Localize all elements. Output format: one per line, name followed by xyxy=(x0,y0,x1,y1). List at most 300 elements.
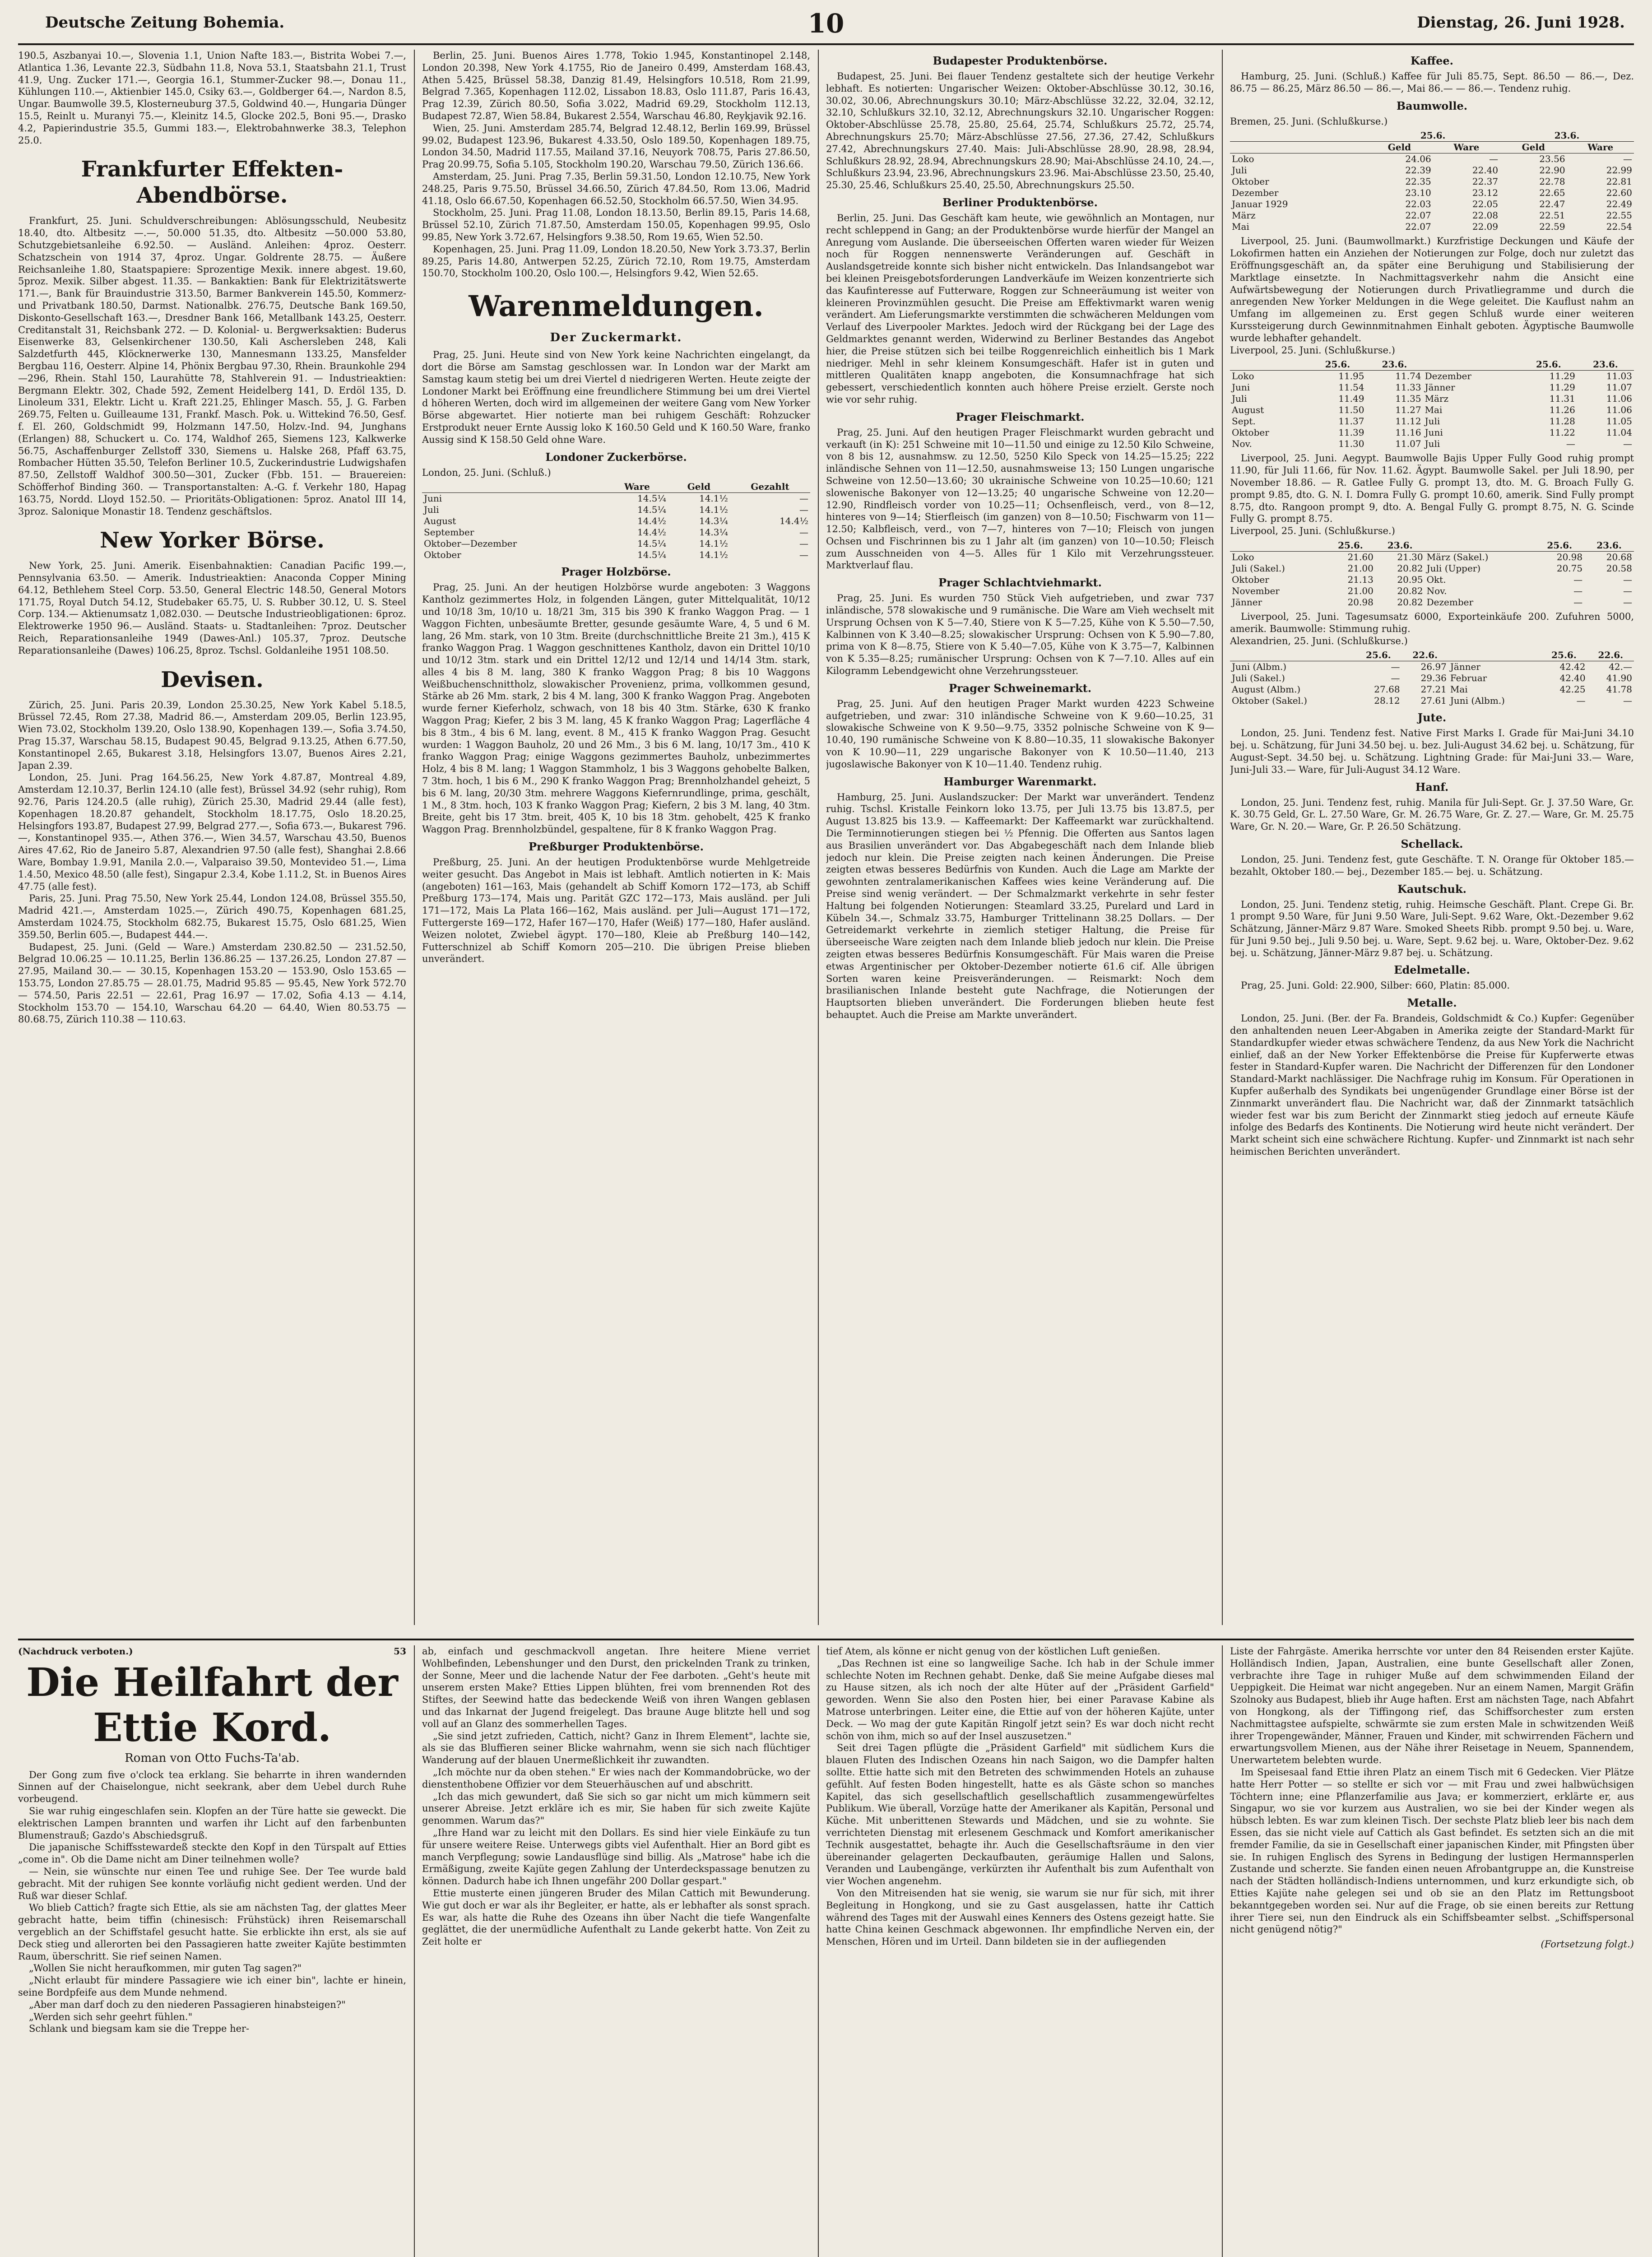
table-cell: 41.78 xyxy=(1606,684,1632,695)
table-cell: 14.4½ xyxy=(637,515,666,527)
edelmetalle-heading: Edelmetalle. xyxy=(1394,963,1470,977)
table-cell: Mai xyxy=(1450,684,1468,695)
table-header-cell: Geld xyxy=(1500,142,1567,153)
table-cell: 11.49 xyxy=(1338,393,1364,404)
berlin-devisen: Berlin, 25. Juni. Buenos Aires 1.778, Tokio 1.945, Konstantinopel 2.148, London 20.398, New York 4.1755, Rio de Janeiro 0.499, Amsterdam 168.43, Athen 5.425, Brüssel 58.38, Danzig 81.49, Helsingfors 10.518, Rom 21.99, Belgrad 7.365, Kopenhagen 112.02, Lissabon 18.83, Oslo 111.87, Paris 16.43, Prag 12.39, Zürich 80.50, Sofia 3.022, Madrid 69.29, Stockholm 112.13, Budapest 72.87, Wien 58.84, Bukarest 2.554, Warschau 46.80, Reykjavik 92.16. xyxy=(422,50,810,121)
table-cell: 20.68 xyxy=(1606,551,1632,562)
table-cell: März (Sakel.) xyxy=(1426,551,1489,562)
table-header-cell xyxy=(1423,359,1520,371)
serial-paragraph: „Ihre Hand war zu leicht mit den Dollars. Es sind hier viele Einkäufe zu tun für unsere weitere Reise. Unterwegs gibts viel Aufenthalt. Hier an Bord gibt es manch Verpflegung; sowie Landausflüge sind billig. Als „Matrose" habe ich die Ermäßigung, zweite Kajüte gegen Zahlung der Unterdeckspassage benutzen zu können. Dadurch habe ich Ihnen ungefähr 200 Dollar gespart." xyxy=(422,1827,810,1887)
zurich-devisen: Zürich, 25. Juni. Paris 20.39, London 25.30.25, New York Kabel 5.18.5, Brüssel 72.45, Rom 27.38, Madrid 86.—, Amsterdam 209.05, Berlin 123.95, Wien 73.02, Stockholm 139.20, Oslo 138.90, Kopenhagen 139.—, Sofia 3.74.50, Prag 15.37, Warschau 58.15, Budapest 90.45, Belgrad 9.13.25, Athen 6.77.50, Konstantinopel 2.65, Bukarest 3.18, Helsingfors 13.07, Buenos Aires 2.21, Japan 2.39. xyxy=(18,699,406,771)
table-cell: Sept. xyxy=(1232,416,1256,427)
market-column-4 xyxy=(1230,50,1634,1634)
table-cell: 20.98 xyxy=(1347,596,1374,608)
table-header-cell: 23.6. xyxy=(1375,540,1425,552)
table-cell: 42.25 xyxy=(1559,684,1586,695)
table-cell: 14.3¼ xyxy=(699,515,728,527)
berlin-produkten-text: Berlin, 25. Juni. Das Geschäft kam heute, wie gewöhnlich an Montagen, nur recht schleppend in Gang; an der Produktenbörse wurde hierfür der Mangel an Anregung vom Auslande. Die überseeischen Offerten waren wieder für Weizen noch für Roggen nennenswerte Veränderungen auf. Geschäft in Auslandsgetreide konnte sich bisher nicht entwickeln. Das Inlandsangebot war bei kleinen Preisgebotsforderungen Landverkäufe im Weizen konzentrierte sich das Kaufinteresse auf Futterware, Roggen zur Schneeräumung ist weiter von kleineren Provinzmühlen gesucht. Die Preise am Effektivmarkt waren wenig verändert. Am Lieferungsmarkte verstimmten die schwächeren Meldungen vom Verlauf des Liverpooler Marktes. Jedoch wird der Rückgang bei der Lage des Geldmarktes genannt werden, Widerwind zu Berliner Bestandes das Angebot hier, die Preise stützen sich bei teilbe Roggenreichlich einheitlich bis 1 Mark niedriger. Mehl in sehr kleinem Konsumgeschäft. Hafer ist in guten und mittleren Qualitäten knapp angeboten, die Konsumnachfrage hat sich gebessert, verschiedentlich konnten auch höhere Preise erzielt. Gerste noch wie vor sehr ruhig. xyxy=(826,212,1214,405)
table-cell: 24.06 xyxy=(1405,153,1431,165)
table-cell: 23.56 xyxy=(1539,153,1565,165)
table-cell: August (Albm.) xyxy=(1232,684,1301,695)
table-row xyxy=(422,538,810,549)
table-cell: September xyxy=(424,527,474,538)
table-header-row xyxy=(1230,359,1634,371)
table-cell: — xyxy=(1623,596,1632,608)
frankfurt-heading: Frankfurter Effekten-Abendbörse. xyxy=(81,157,343,209)
table-header-cell xyxy=(1230,359,1309,371)
table-header-cell: 25.6. xyxy=(1366,130,1500,142)
table-cell: 21.00 xyxy=(1347,585,1374,596)
newyork-text: New York, 25. Juni. Amerik. Eisenbahnaktien: Canadian Pacific 199.—, Pennsylvania 63.50. — Amerik. Industrieaktien: Anaconda Copper Mining 64.12, Bethlehem Steel Corp. 53.50, General Electric 148.50, General Motors 171.75, Royal Dutch 54.12, Studebaker 65.75, U. S. Rubber 30.12, U. S. Steel Corp. 134.— Aktienumsatz 1,082.030. — Deutsche Industrieobligationen: 6proz. Elektrowerke 1950 96.— Ausländ. Staats- u. Stadtanleihen: 7proz. Deutscher Reich, Reparationsanleihe 1949 (Dawes-Anl.) 105.37, 7proz. Deutsche Reparationsanleihe (Dawes) 106.25, 8proz. Tschsl. Goldanleihe 1951 108.50. xyxy=(18,560,406,656)
table-cell: 11.29 xyxy=(1549,382,1575,393)
table-row xyxy=(1230,210,1634,221)
table-header-cell: 25.6. xyxy=(1541,650,1587,661)
installment-number: 53 xyxy=(394,1646,406,1657)
market-column-1 xyxy=(18,50,406,1634)
table-cell: 21.13 xyxy=(1347,574,1374,585)
table-cell: 11.54 xyxy=(1338,382,1364,393)
london-devisen: London, 25. Juni. Prag 164.56.25, New York 4.87.87, Montreal 4.89, Amsterdam 12.10.37, Berlin 124.10 (alle fest), Brüssel 34.92 (sehr ruhig), Rom 92.76, Paris 124.20.5 (alle ruhig), Zürich 25.30, Madrid 29.44 (alle fest), Kopenhagen 18.20.87 gehandelt, Stockholm 18.17.75, Oslo 18.20.25, Helsingfors 193.87, Budapest 27.99, Belgrad 277.—, Sofia 673.—, Bukarest 796.—, Konstantinopel 935.—, Athen 376.—, Wien 34.57, Warschau 43.50, Buenos Aires 47.62, Rio de Janeiro 5.87, Alexandrien 97.50 (alle fest), Shanghai 2.8.66 Ware, Bombay 1.9.91, Manila 2.0.—, Valparaiso 39.50, Montevideo 51.—, Lima 1.4.50, Mexico 48.50 (alle fest), Singapur 2.3.4, Kobe 1.11.2, St. in Buenos Aires 47.75 (alle fest). xyxy=(18,772,406,892)
table-header-cell: Ware xyxy=(606,481,668,493)
issue-date: Dienstag, 26. Juni 1928. xyxy=(1417,14,1625,32)
bremen-title: Bremen, 25. Juni. (Schlußkurse.) xyxy=(1230,116,1388,127)
table-cell: Oktober (Sakel.) xyxy=(1232,695,1308,706)
reprint-notice: (Nachdruck verboten.) xyxy=(18,1646,133,1657)
hamburg-waren-text: Hamburg, 25. Juni. Auslandszucker: Der Markt war unverändert. Tendenz ruhig. Tschsl. Kristalle Feinkorn loko 13.75, per Juli 13.75 bis 13.87.5, per August 13.825 bis 13.9. — Kaffeemarkt: Der Kaffeemarkt war zurückhaltend. Die Terminnotierungen stiegen bei ½ Pfennig. Die Offerten aus Santos lagen aus Brasilien unverändert vor. Das Abgabegeschäft nach dem Inlande blieb jedoch nur klein. Die Preise zeigten nach keinen Änderungen. Die Preise zeigten etwas besseres Bedürfnis von Kunden. Auch die Lage am Markte der gewohnten zentralamerikanischen Kaffees wies keine Veränderung auf. Die Preise sind wenig verändert. — Der Schmalzmarkt verkehrte in sehr fester Haltung bei folgenden Notierungen: Steamlard 33.25, Purelard und Lard in Kübeln 34.—, Schmalz 33.75, Hamburger Trittelinann 38.25 Dollars. — Der Getreidemarkt verkehrte in ziemlich stetiger Haltung, die Preise für überseeische Ware zeigten nach dem Inlande blieb jedoch nur klein. Die Preise zeigten etwas besseres Bedürfnis Konsumgeschäft. Für Mais waren die Preise etwas Argentinischer per Oktober-Dezember notierte 61.6 cif. Alle übrigen Sorten waren keine Preisveränderungen. — Reismarkt: Noch dem brasilianischen Inlande besteht gute Nachfrage, die Notierungen der Hauptsorten blieben unverändert. Die Forderungen blieben heute fest behauptet. Auch die Preise am Markte unverändert. xyxy=(826,791,1214,1020)
zucker-table xyxy=(422,481,810,561)
liverpool2-table xyxy=(1230,540,1634,608)
table-cell: — xyxy=(1623,153,1632,165)
schellack-heading: Schellack. xyxy=(1401,837,1463,850)
table-cell: Jänner xyxy=(1232,596,1262,608)
serial-header xyxy=(18,1645,406,1658)
table-cell: — xyxy=(799,538,808,549)
baumwolle-heading: Baumwolle. xyxy=(1396,99,1468,112)
table-cell: 11.07 xyxy=(1606,382,1632,393)
table-cell: 11.16 xyxy=(1395,427,1421,438)
table-header-cell xyxy=(1425,540,1535,552)
bremen-table xyxy=(1230,130,1634,232)
table-cell: 22.09 xyxy=(1472,221,1499,232)
table-cell: 21.00 xyxy=(1347,562,1374,574)
table-cell: 28.12 xyxy=(1374,695,1400,706)
table-row xyxy=(1230,684,1634,695)
holzboerse-text: Prag, 25. Juni. An der heutigen Holzbörse wurde angeboten: 3 Waggons Kantholz gezimmertes Holz, in folgenden Längen, guter Mittelqualität, 10/12 und 10/18 3m, 10/10 u. 18/21 3m, 315 bis 390 K franko Waggon Prag. — 1 Waggon Fichten, unbesäumte Bretter, gesunde gesäumte Ware, 4, 5 und 6 M. lang, 26 Mm. stark, von 10 3tm. Breite (durchschnittliche Breite 21 3m.), 415 K franko Waggon Prag. 1 Waggon geschnittenes Kantholz, davon ein Drittel 10/10 und 10/12 3tm. stark und ein Drittel 12/12 und 12/14 und 14/14 3tm. stark, alles 4 bis 8 M. lang, 380 K franko Waggon Prag; 8 bis 10 Waggons Weißbuchenschnittholz, slowakischer Provenienz, prima, vollkommen gesund, Stärke ab 26 Mm. stark, 2 bis 4 M. lang, 300 K franko Waggon Prag. Angeboten wurde ferner Kieferholz, schwach, von 18 bis 40 3tm. Stärke, 630 K franko Waggon Prag; Kiefer, 2 bis 3 M. lang, 45 K franko Waggon Prag; Lagerfläche 4 bis 8 3tm., 4 bis 6 M. lang, event. 8 M., 415 K franko Waggon Prag. Gesucht wurden: 1 Waggon Bauholz, 20 und 26 Mm., 3 bis 6 M. lang, 10/17 3m., 410 K franko Waggon Prag; einige Waggons gezimmertes Bauholz, unbezimmertes Holz, 4 bis 8 M. lang; 1 Waggon Stammholz, 1 bis 3 Waggons gehobelte Balken, 7 3tm. hoch, 1 bis 6 M., 290 K franko Waggon Prag; Brennholzhandel geheizt, 5 bis 6 M. lang, 20/30 3tm. mehrere Waggons Kiefernrundlinge, prima, geschält, 1 M., 8 3tm. hoch, 103 K franko Waggon Prag; Kiefern, 2 bis 3 M. lang, 40 3tm. Breite, geht bis 17 3tm. breit, 405 K, 10 bis 18 3tm. gehobelt, 425 K franko Waggon Prag. Brennholzbündel, gespaltene, für 8 K franko Waggon Prag. xyxy=(422,582,810,835)
table-cell: Juli xyxy=(1232,393,1247,404)
pressburg-heading: Preßburger Produktenbörse. xyxy=(528,840,704,854)
hanf-heading: Hanf. xyxy=(1415,780,1449,794)
table-header-cell: Gezahlt xyxy=(730,481,810,493)
serial-paragraph: Liste der Fahrgäste. Amerika herrschte vor unter den 84 Reisenden erster Kajüte. Holländisch Indien, Japan, Australien, eine bunte Gesellschaft aller Zonen, verbrachte ihre Tage in ruhiger Muße auf dem schwimmenden Eiland der Ueppigkeit. Die Heimat war nicht angegeben. Nur an einem Namen, Margit Gräfin Szolnoky aus Budapest, blieb ihr Auge haften. Erst am nächsten Tage, nach Abfahrt von Hongkong, als der Tiffingong rief, das Schiffsorchester zum ersten Nachmittagstee aufspielte, schwärmte sie zum ersten Male in schwitzenden Weiß ihrer Tropengewänder, Männer, Frauen und Kinder, mit schwirrenden Fächern und erwartungsvollem Mienen, aus der Nähe ihrer Reisetage in Neuem, Spannendem, Unerwartetem belebten wurde. xyxy=(1230,1646,1634,1766)
serial-paragraph: Seit drei Tagen pflügte die „Präsident Garfield" mit südlichem Kurs die blauen Fluten des Indischen Ozeans hin nach Saigon, wo die Dampfer halten sollte. Ettie hatte sich mit den Betreten des schwimmenden Hotels an zuhause gefühlt. Auf festen Boden hingestellt, hatte es als Gäste schon so manches Kapitel, das sich gesellschaftlich gesellschaftlich zusammengewürfeltes Publikum. Wie überall, Vorzüge hatte der Amerikaner als Kapitän, Personal und Küche. Mit unberittenen Stewards und Mädchen, und sie zu wohnte. Sie verrichteten Dienstag mit erlesenem Geschmack und Komfort amerikanischer Technik ausgestattet, behagte ihr. Auch die Gesellschaftsräume in den vier übereinander gelagerten Deckaufbauten, geräumige Hallen und Salons, Veranden und Laubengänge, verkürzten ihr Aufenthalt bis zum Aufenthalt von vier Wochen angenehm. xyxy=(826,1742,1214,1887)
table-cell: Nov. xyxy=(1426,585,1447,596)
table-row xyxy=(1230,382,1634,393)
table-cell: — xyxy=(1623,585,1632,596)
table-header-cell: Ware xyxy=(1567,142,1634,153)
table-header-cell: 22.6. xyxy=(1587,650,1634,661)
table-cell: 11.50 xyxy=(1338,404,1364,416)
table-cell: 42.40 xyxy=(1559,673,1586,684)
table-cell: Oktober xyxy=(1232,176,1269,187)
table-header-cell xyxy=(1230,130,1366,142)
table-cell: — xyxy=(1623,438,1632,450)
table-row xyxy=(1230,438,1634,450)
table-header-row xyxy=(1230,540,1634,552)
table-cell: 22.78 xyxy=(1539,176,1565,187)
table-header-row xyxy=(1230,142,1634,153)
table-cell: 42.42 xyxy=(1559,661,1586,673)
table-cell: — xyxy=(1573,585,1583,596)
table-cell: 20.58 xyxy=(1606,562,1632,574)
table-cell: Januar 1929 xyxy=(1232,199,1288,210)
table-cell: — xyxy=(799,504,808,515)
table-cell: 14.5¼ xyxy=(637,493,666,504)
kautschuk-text: London, 25. Juni. Tendenz stetig, ruhig. Heimsche Geschäft. Plant. Crepe Gi. Br. 1 prompt 9.50 Ware, für Juni 9.50 Ware, Juli-Sept. 9.62 Ware, Okt.-Dezember 9.62 Schätzung, Jänner-März 9.87 Ware. Smoked Sheets Ribb. prompt 9.50 bej. u. Ware, für Juni 9.50 bej., Juli 9.50 bej. u. Ware, Sept. 9.62 bej. u. Ware, Oktober-Dez. 9.62 bej. u. Schätzung, Jänner-März 9.87 bej. u. Schätzung. xyxy=(1230,899,1634,958)
table-cell: — xyxy=(1576,695,1586,706)
table-cell: Jänner xyxy=(1425,382,1455,393)
kaffee-heading: Kaffee. xyxy=(1410,54,1453,67)
table-cell: Februar xyxy=(1450,673,1487,684)
london-zucker-title: London, 25. Juni. (Schluß.) xyxy=(422,467,551,478)
liverpool2-title: Liverpool, 25. Juni. (Schlußkurse.) xyxy=(1230,525,1395,537)
table-cell: Loko xyxy=(1232,371,1254,382)
table-cell: Juli xyxy=(424,504,439,515)
table-row xyxy=(1230,176,1634,187)
table-cell: — xyxy=(799,527,808,538)
table-cell: 11.12 xyxy=(1395,416,1421,427)
table-date-row xyxy=(1230,130,1634,142)
column-divider xyxy=(414,1645,415,2257)
page-header xyxy=(18,10,1634,42)
table-cell: Jänner xyxy=(1450,661,1480,673)
table-row xyxy=(1230,221,1634,232)
table-cell: — xyxy=(1391,661,1400,673)
table-header-cell xyxy=(1448,650,1541,661)
london-zucker-heading: Londoner Zuckerbörse. xyxy=(545,450,687,464)
warenmeldungen-heading: Warenmeldungen. xyxy=(469,289,764,324)
table-row xyxy=(1230,574,1634,585)
paris-devisen: Paris, 25. Juni. Prag 75.50, New York 25.44, London 124.08, Brüssel 355.50, Madrid 421.—, Amsterdam 1025.—, Zürich 490.75, Kopenhagen 681.25, Amsterdam 1024.75, Stockholm 682.75, Bukarest 15.75, Oslo 681.25, Wien 359.50, Berlin 605.—, Budapest 444.—. xyxy=(18,893,406,940)
serial-paragraph: „Sie sind jetzt zufrieden, Cattich, nicht? Ganz in Ihrem Element", lachte sie, als sie das Bluffieren seiner Blicke wahrnahm, wenn sie sich nach flüchtiger Wanderung auf der blauen Unermeßlichkeit ihr zuwandten. xyxy=(422,1730,810,1766)
table-cell: 22.47 xyxy=(1539,199,1565,210)
table-cell: 20.98 xyxy=(1556,551,1583,562)
table-row xyxy=(1230,563,1634,574)
table-cell: 14.5¼ xyxy=(637,549,666,561)
table-cell: 22.05 xyxy=(1472,199,1499,210)
table-cell: 11.35 xyxy=(1395,393,1421,404)
table-cell: 21.60 xyxy=(1347,551,1374,562)
alexandrien-table xyxy=(1230,650,1634,706)
serial-paragraph: — Nein, sie wünschte nur einen Tee und ruhige See. Der Tee wurde bald gebracht. Mit der ruhigen See konnte vorläufig nicht gedient werden. Und der Ruß war dieser Schlaf. xyxy=(18,1866,406,1901)
table-cell: 22.81 xyxy=(1606,176,1632,187)
table-row xyxy=(1230,199,1634,210)
table-header-cell: 23.6. xyxy=(1500,130,1634,142)
table-header-cell: 25.6. xyxy=(1326,540,1375,552)
table-cell: November xyxy=(1232,585,1280,596)
table-row xyxy=(1230,427,1634,438)
table-header-cell: 23.6. xyxy=(1584,540,1634,552)
newyork-heading: New Yorker Börse. xyxy=(100,528,325,553)
table-cell: 22.37 xyxy=(1472,176,1499,187)
table-cell: Oktober—Dezember xyxy=(424,538,517,549)
metalle-text: London, 25. Juni. (Ber. der Fa. Brandeis, Goldschmidt & Co.) Kupfer: Gegenüber den anhaltenden neuen Leer-Abgaben in Amerika zeigte der Standard-Markt für Standardkupfer wieder etwas schwächere Tendenz, da aus New York die Nachricht einlief, daß an der New Yorker Effektenbörse die Preise für Kupferwerte etwas fester in Standard-Kupfer waren. Die Nachricht der Differenzen für den Londoner Standard-Markt nachlässiger. Die Nachfrage ruhig im Konsum. Für Operationen in Kupfer außerhalb des Syndikats bei ungenügender Grundlage einer Börse ist der Zinnmarkt unverändert flau. Die Nachricht war, daß der Zinnmarkt tatsächlich wieder fest war bis zum Bericht der Zinnmarkt stieg jedoch auf erneute Käufe infolge des Bedarfs des Kontinents. Die Notierung wird heute nicht verändert. Der Markt scheint sich eine schwächere Richtung. Kupfer- und Zinnmarkt ist nach sehr heimischen Berichten unverändert. xyxy=(1230,1013,1634,1157)
serial-paragraph: ab, einfach und geschmackvoll angetan. Ihre heitere Miene verriet Wohlbefinden, Lebenshunger und den Durst, den prickelnden Trank zu trinken, der Sonne, Meer und die lachende Natur der Fee darboten. „Geht's heute mit unserem ersten Make? Etties Lippen blühten, frei vom brennenden Rot des Stiftes, der Seewind hatte das bedeckende Weiß von ihren Wangen geblasen und das Inkarnat der Jugend freigelegt. Das braune Auge blitzte hell und sog voll auf an Glanz des sommerhellen Tages. xyxy=(422,1646,810,1729)
table-cell: — xyxy=(799,493,808,504)
table-cell: 27.68 xyxy=(1374,684,1400,695)
table-cell: 11.74 xyxy=(1395,371,1421,382)
budapest-devisen: Budapest, 25. Juni. (Geld — Ware.) Amsterdam 230.82.50 — 231.52.50, Belgrad 10.06.25 — 10.11.25, Berlin 136.86.25 — 137.26.25, London 27.87 — 27.95, Mailand 30.— — 30.15, Kopenhagen 153.20 — 153.90, Oslo 153.65 — 153.75, London 27.85.75 — 28.01.75, Madrid 95.85 — 95.45, New York 572.70 — 574.50, Paris 22.51 — 22.61, Prag 16.97 — 17.02, Sofia 4.13 — 4.14, Stockholm 153.70 — 154.10, Warschau 64.20 — 64.40, Wien 80.53.75 — 80.68.75, Zürich 110.38 — 110.63. xyxy=(18,941,406,1025)
table-cell: 11.28 xyxy=(1549,416,1575,427)
table-cell: Juni (Albm.) xyxy=(1232,661,1287,673)
budapest-produkten-heading: Budapester Produktenbörse. xyxy=(933,54,1108,67)
table-cell: Loko xyxy=(1232,153,1254,165)
table-cell: 22.51 xyxy=(1539,210,1565,221)
wien-devisen: Wien, 25. Juni. Amsterdam 285.74, Belgrad 12.48.12, Berlin 169.99, Brüssel 99.02, Budapest 123.96, Bukarest 4.33.50, Oslo 189.50, Kopenhagen 189.75, London 34.50, Madrid 117.55, Mailand 37.16, Neuyork 708.75, Paris 27.86.50, Prag 20.99.75, Sofia 5.105, Stockholm 190.20, Warschau 79.50, Zürich 136.66. xyxy=(422,122,810,170)
market-column-3 xyxy=(826,50,1214,1634)
table-header-row xyxy=(1230,650,1634,661)
table-row xyxy=(1230,695,1634,706)
table-cell: 14.5¼ xyxy=(637,538,666,549)
table-cell: 20.82 xyxy=(1397,585,1423,596)
table-cell: 22.40 xyxy=(1472,165,1499,176)
table-cell: 22.59 xyxy=(1539,221,1565,232)
frankfurt-text: Frankfurt, 25. Juni. Schuldverschreibungen: Ablösungsschuld, Neubesitz 18.40, dto. Altbesitz —.—, 50.000 51.35, dto. Altbesitz —50.000 53.80, Schutzgebietsanleihe 6.92.50. — Ausländ. Anleihen: 4proz. Oesterr. Schatzschein von 1914 37, 4proz. Ungar. Goldrente 28.75. — Äußere Reichsanleihe 1.80, Staatspapiere: Sprozentige Mexik. innere abgest. 19.60, 5proz. Mexik. Silber abgest. 11.35. — Bankaktien: Bank für Elektrizitätswerte 171.—, Bank für Brauindustrie 313.50, Barmer Bankverein 145.50, Kommerz- und Privatbank 180.50, Darmst. Nationalbk. 276.75, Deutsche Bank 169.50, Diskonto-Gesellschaft 163.—, Dresdner Bank 166, Metallbank 143.25, Oesterr. Creditanstalt 31, Reichsbank 272. — D. Kolonial- u. Bergwerksaktien: Buderus Eisenwerke 83, Gelsenkirchener 130.50, Kali Aschersleben 248, Kali Salzdetfurth 445, Klöcknerwerke 130, Mannesmann 133.25, Mansfelder Bergbau 116, Oesterr. Alpine 14, Phönix Bergbau 97.30, Rhein. Braunkohle 294—296, Rhein. Stahl 150, Laurahütte 78, Stahlverein 91. — Industrieaktien: Bergmann Elektr. 302, Chade 592, Zement Heidelberg 141, D. Erdöl 135, D. Linoleum 331, Elektr. Licht u. Kraft 221.25, Ehlinger Masch. 55, J. G. Farben 269.75, Felten u. Guilleaume 131, Frankf. Masch. Pok. u. Wittekind 76.50, Gesf. f. El. 260, Goldschmidt 99, Holzmann 147.50, Holzv.-Ind. 94, Junghans (Erlangen) 88, Schuckert u. Co. 174, Waldhof 265, Siemens 123, Kalkwerke 56.75, Aschaffenburger Zellstoff 330, Siemens u. Halske 268, Pfaff 63.75, Rombacher Hütten 35.50, Telefon Berliner 10.5, Zuckerindustrie Ludwigshafen 87.50, Zellstoff Waldhof 300.50—301, Zucker (Fbb. 151. — Brauereien: Schöfferhof Binding 360. — Transportanstalten: A.-G. f. Verkehr 180, Hapag 163.75, Nordd. Lloyd 152.50. — Prioritäts-Obligationen: 5proz. Anatol III 14, 3proz. Salonique Monastir 18. Tendenz geschäftslos. xyxy=(18,215,406,517)
table-cell: 14.1½ xyxy=(699,538,728,549)
schweinemarkt-heading: Prager Schweinemarkt. xyxy=(948,681,1092,695)
liverpool-table xyxy=(1230,359,1634,450)
hanf-text: London, 25. Juni. Tendenz fest, ruhig. Manila für Juli-Sept. Gr. J. 37.50 Ware, Gr. K. 30.75 Geld, Gr. L. 27.50 Ware, Gr. M. 26.75 Ware, Gr. Z. 27.— Ware, Gr. M. 25.75 Ware, Gr. N. 20.— Ware, Gr. P. 26.50 Schätzung. xyxy=(1230,797,1634,832)
kaffee-text: Hamburg, 25. Juni. (Schluß.) Kaffee für Juli 85.75, Sept. 86.50 — 86.—, Dez. 86.75 — 86.25, März 86.50 — 86.—, Mai 86.— — 86.—. Tendenz ruhig. xyxy=(1230,71,1634,94)
table-cell: Juli xyxy=(1425,438,1440,450)
schlachtvieh-heading: Prager Schlachtviehmarkt. xyxy=(938,576,1102,590)
column-divider xyxy=(1222,50,1223,1625)
table-header-cell: 25.6. xyxy=(1309,359,1366,371)
serial-column-4 xyxy=(1230,1645,1634,2257)
table-header-cell: 22.6. xyxy=(1402,650,1448,661)
table-cell: — xyxy=(1391,673,1400,684)
table-row xyxy=(1230,661,1634,673)
table-cell: August xyxy=(1232,404,1264,416)
table-cell: — xyxy=(1566,438,1575,450)
column-divider xyxy=(818,50,819,1625)
page-number: 10 xyxy=(807,8,845,39)
devisen-heading: Devisen. xyxy=(161,667,264,692)
table-cell: 14.5¼ xyxy=(637,504,666,515)
table-cell: Juli (Sakel.) xyxy=(1232,673,1285,684)
table-cell: Loko xyxy=(1232,551,1254,562)
pressburg-text: Preßburg, 25. Juni. An der heutigen Produktenbörse wurde Mehlgetreide weiter gesucht. Das Angebot in Mais ist lebhaft. Amtlich notierten in K: Mais (angeboten) 161—163, Mais (gehandelt ab Schiff Komorn 172—173, ab Schiff Preßburg 173—174, Mais ung. Parität GZC 172—173, Mais ausländ. per Juli 171—172, Mais La Plata 166—162, Mais ausländ. per Juli—August 171—172, Futtergerste 169—172, Hafer 167—170, Hafer (Weiß) 177—180, Hafer ausländ. Weizen nolotet, Zwiebel ägypt. 170—180, Kleie ab Preßburg 140—142, Futterschnizel ab Schiff Komorn 205—210. Die übrigen Preise blieben unverändert. xyxy=(422,857,810,965)
table-cell: 21.30 xyxy=(1397,551,1423,562)
table-cell: 23.12 xyxy=(1472,187,1499,199)
serial-paragraph: „Werden sich sehr geehrt fühlen." xyxy=(29,2011,193,2022)
serial-paragraph: „Ich das mich gewundert, daß Sie sich so gar nicht um mich kümmern seit unserer Abreise. Jetzt erkläre ich es mir, Sie haben für sich zweite Kajüte genommen. Warum das?" xyxy=(422,1791,810,1826)
metalle-heading: Metalle. xyxy=(1407,996,1457,1010)
table-header-cell xyxy=(1230,650,1355,661)
table-header-cell xyxy=(1230,142,1366,153)
serial-paragraph: „Das Rechnen ist eine so langweilige Sache. Ich hab in der Schule immer schlechte Noten im Rechnen gehabt. Denke, daß Sie meine Aufgabe dieses mal zu Hause sitzen, als ich noch der alte Hüter auf der „Präsident Garfield" geworden. Wenn Sie also den Posten hier, bei einer Paravase Kabine als Matrose unterbringen. Leiter eine, die Ettie auf von der höheren Kajüte, unter Deck. — Wo mag der gute Kapitän Ringolf jetzt sein? Es war doch nicht recht schön von ihm, mich so auf der Insel auszusetzen." xyxy=(826,1658,1214,1742)
column-divider xyxy=(1222,1645,1223,2257)
table-cell: 14.1½ xyxy=(699,504,728,515)
budapest-produkten-text: Budapest, 25. Juni. Bei flauer Tendenz gestaltete sich der heutige Verkehr lebhaft. Es notierten: Ungarischer Weizen: Oktober-Abschlüsse 30.12, 30.16, 30.02, 30.06, Abrechnungskurs 30.10; März-Abschlüsse 32.22, 32.04, 32.12, 32.10, Schlußkurs 32.10, 32.12, Abrechnungskurs 32.10. Ungarischer Roggen: Oktober-Abschlüsse 25.78, 25.80, 25.64, 25.74, Schlußkurs 25.72, 25.74, Abrechnungskurs 25.70; März-Abschlüsse 27.56, 27.36, 27.42, Schlußkurs 27.42, Abrechnungskurs 27.40. Mais: Juli-Abschlüsse 28.90, 28.98, 28.94, Schlußkurs 28.92, 28.94, Abrechnungskurs 28.90; Mai-Abschlüsse 24.10, 24.—, Schlußkurs 23.94, 23.96, Abrechnungskurs 23.96. Mai-Abschlüsse 23.50, 25.40, 25.30, 25.46, Schlußkurs 25.40, 25.50, Abrechnungskurs 25.50. xyxy=(826,71,1214,191)
schweinemarkt-text: Prag, 25. Juni. Auf den heutigen Prager Markt wurden 4223 Schweine aufgetrieben, und zwar: 310 inländische Schweine von K 9.60—10.25, 31 slowakische Schweine von K 9.50—9.75, 3352 polnische Schweine von K 9—10.40, 190 rumänische Schweine von K 8.80—10.35, 11 slowakische Bakonyer von K 10.90—11, 229 ungarische Bakonyer von K 10.50—11.40, 213 jugoslawische Bakonyer von K 10—11.40. Tendenz ruhig. xyxy=(826,698,1214,770)
table-row xyxy=(1230,597,1634,608)
table-cell: Dezember xyxy=(1425,371,1471,382)
serial-column-3 xyxy=(826,1645,1214,2257)
table-cell: Juli (Upper) xyxy=(1426,562,1481,574)
fleischmarkt-text: Prag, 25. Juni. Auf den heutigen Prager Fleischmarkt wurden gebracht und verkauft (in K): 251 Schweine mit 10—11.50 und einige zu 12.50 Kilo Schweine, von 8 bis 12, ausnahmsw. zu 12.50, 5250 Kilo Speck von 14.25—15.25; 222 inländische Sehnen von 11—12.50, ausnahmsweise 13; 150 Lungen ungarische Schweine von 12.50—13.60; 30 ukrainische Schweine von 10.25—10.60; 121 slowenische Bakonyer von 12—13.25; 40 ungarische Schweine von 12.20—12.90, Rindfleisch vorder von 10.25—11; Ochsenfleisch, verd., von 8—12, hinteres von 9—14; Stierfleisch (im ganzen) von 8—10.50; Fischwarm von 11—12.50; Kalbfleisch, verd., von 7—7, hinteres von 7—10; Fleisch von jungen Ochsen und Fischrinnen bis zu 1 Jahr alt (im ganzen) von 10—10.50; Fleisch zum Ausschneiden von 4—5. Alles für 1 Kilo mit Verzehrungssteuer. Marktverlauf flau. xyxy=(826,427,1214,571)
header-rule xyxy=(18,43,1634,45)
table-header-cell: Geld xyxy=(668,481,730,493)
serial-paragraph: Die japanische Schiffsstewardeß steckte den Kopf in den Türspalt auf Etties „come in". Ob die Dame nicht am Diner teilnehmen wolle? xyxy=(18,1842,406,1865)
holzboerse-heading: Prager Holzbörse. xyxy=(561,565,671,579)
berlin-produkten-heading: Berliner Produktenbörse. xyxy=(942,195,1098,209)
table-row xyxy=(1230,187,1634,199)
table-header-cell: Ware xyxy=(1433,142,1500,153)
table-cell: — xyxy=(1573,574,1583,585)
schlachtvieh-text: Prag, 25. Juni. Es wurden 750 Stück Vieh aufgetrieben, und zwar 737 inländische, 578 slowakische und 9 rumänische. Die Ware am Vieh wechselt mit Ursprung Ochsen von K 5—7.40, Stiere von K 5—7.25, Kühe von K 5.50—7.50, Kalbinnen von K 3.40—8.25; slowakischer Ursprung: Ochsen von K 5.90—7.80, prima von K 8—8.75, Stiere von K 5.40—7.05, Kühe von K 3.75—7, Kalbinnen von K 5.35—8.25; rumänischer Ursprung: Ochsen von K 7—7.10. Alles auf ein Kilogramm Lebendgewicht ohne Verzehrungssteuer. xyxy=(826,593,1214,677)
table-cell: Juli xyxy=(1425,416,1440,427)
table-cell: Juni xyxy=(1425,427,1443,438)
table-cell: 11.33 xyxy=(1395,382,1421,393)
table-row xyxy=(422,549,810,561)
table-cell: 11.39 xyxy=(1338,427,1364,438)
table-cell: 22.65 xyxy=(1539,187,1565,199)
table-cell: Juni xyxy=(1232,382,1250,393)
serial-paragraph: tief Atem, als könne er nicht genug von der köstlichen Luft genießen. xyxy=(826,1646,1160,1657)
schellack-text: London, 25. Juni. Tendenz fest, gute Geschäfte. T. N. Orange für Oktober 185.— bezahlt, Oktober 180.— bej., Dezember 185.— bej. u. Schätzung. xyxy=(1230,854,1634,877)
table-cell: Dezember xyxy=(1232,187,1279,199)
serial-column-2 xyxy=(422,1645,810,2257)
table-cell: Mai xyxy=(1425,404,1443,416)
table-cell: Okt. xyxy=(1426,574,1446,585)
table-cell: 11.30 xyxy=(1338,438,1364,450)
table-cell: 22.08 xyxy=(1472,210,1499,221)
table-header-cell: 23.6. xyxy=(1366,359,1423,371)
table-cell: 11.37 xyxy=(1338,416,1364,427)
table-cell: 27.21 xyxy=(1420,684,1447,695)
table-cell: 14.1½ xyxy=(699,493,728,504)
table-cell: Oktober xyxy=(1232,574,1269,585)
table-cell: Dezember xyxy=(1426,596,1474,608)
serial-paragraph: „Ich möchte nur da oben stehen." Er wies nach der Kommandobrücke, wo der dienstenthobene Offizier vor dem Steuerhäuschen auf und abschritt. xyxy=(422,1766,810,1790)
table-cell: 26.97 xyxy=(1420,661,1447,673)
serial-paragraph: „Aber man darf doch zu den niederen Passagieren hinabsteigen?" xyxy=(29,1999,346,2010)
budapest-stocks-text: 190.5, Aszbanyai 10.—, Slovenia 1.1, Union Nafte 183.—, Bistrita Wobei 7.—, Atlantica 1.36, Levante 22.3, Südbahn 11.8, Nova 53.1, Staatsbahn 21.1, Trust 41.9, Ung. Zucker 171.—, Georgia 16.1, Stummer-Zucker 98.—, Donau 11., Kühlungen 110.—, Aktienbier 145.0, Csiky 63.—, Goldberger 64.—, Nardon 8.5, Ungar. Baumwolle 39.5, Klosterneuburg 37.5, Goldwind 40.—, Hungaria Dünger 15.5, Reinlt u. Muranyi 75.—, Kleinitz 14.5, Glocke 202.5, Boni 95.—, Drasko 4.2, Papierindustrie 35.5, Gummi 183.—, Elektrobahnwerke 38.3, Telephon 25.0. xyxy=(18,50,406,146)
liverpool-aegypt-text: Liverpool, 25. Juni. Aegypt. Baumwolle Bajis Upper Fully Good ruhig prompt 11.90, für Juli 11.66, für Nov. 11.62. Ägypt. Baumwolle Sakel. per Juli 18.90, per November 18.86. — R. Gatlee Fully G. prompt 13, dto. M. G. Broach Fully G. prompt 9.85, dto. G. N. I. Domra Fully G. prompt 10.60, amerik. Sind Fully prompt 8.75, dto. Rangoon prompt 9, dto. A. Bengal Fully G. prompt 8.75, N. G. Scinde Fully G. prompt 8.75. xyxy=(1230,453,1634,525)
table-row xyxy=(1230,673,1634,684)
table-cell: 20.82 xyxy=(1397,596,1423,608)
zuckermarkt-text: Prag, 25. Juni. Heute sind von New York keine Nachrichten eingelangt, da dort die Börse am Samstag geschlossen war. In London war der Markt am Samstag kaum stetig bei um drei Viertel d niedrigeren Werten. Heute zeigte der Londoner Markt bei Eröffnung eine freundlichere Stimmung bei um drei Viertel d höheren Werten, doch wird im allgemeinen der weitere Gang vom New Yorker Börse abgewartet. Hier notierte man bei ruhigem Geschäft: Rohzucker Erstprodukt neuer Ernte Aussig loko K 160.50 Geld und K 160.50 Ware, franko Aussig sind K 158.50 Geld ohne Ware. xyxy=(422,349,810,445)
table-cell: 22.03 xyxy=(1405,199,1431,210)
table-cell: August xyxy=(424,515,456,527)
serial-paragraph: Ettie musterte einen jüngeren Bruder des Milan Cattich mit Bewunderung. Wie gut doch er war als ihr Begleiter, er hatte, als er lebhafter als sonst sprach. Es war, als hatte die Ruhe des Ozeans ihn über Nacht die tiefe Wangenfalte geglättet, die der unermüdliche Aufenthalt zu Lande gekerbt hatte. Von Zeit zu Zeit holte er xyxy=(422,1887,810,1947)
amsterdam-devisen: Amsterdam, 25. Juni. Prag 7.35, Berlin 59.31.50, London 12.10.75, New York 248.25, Paris 9.75.50, Brüssel 34.66.50, Zürich 47.84.50, Rom 13.06, Madrid 41.18, Oslo 66.67.50, Kopenhagen 66.52.50, Stockholm 66.57.50, Wien 34.95. xyxy=(422,171,810,206)
table-cell: Juni xyxy=(424,493,442,504)
table-cell: 27.61 xyxy=(1420,695,1447,706)
table-row xyxy=(1230,551,1634,563)
table-cell: 20.82 xyxy=(1397,562,1423,574)
liverpool-title: Liverpool, 25. Juni. (Schlußkurse.) xyxy=(1230,344,1395,356)
table-row xyxy=(1230,153,1634,165)
table-row xyxy=(1230,165,1634,176)
table-cell: Mai xyxy=(1232,221,1249,232)
table-cell: 22.99 xyxy=(1606,165,1632,176)
table-row xyxy=(422,527,810,538)
hamburg-waren-heading: Hamburger Warenmarkt. xyxy=(943,775,1097,788)
serial-paragraph: „Wollen Sie nicht heraufkommen, mir guten Tag sagen?" xyxy=(29,1963,302,1974)
table-cell: — xyxy=(1623,695,1632,706)
table-cell: 11.07 xyxy=(1395,438,1421,450)
table-cell: 11.22 xyxy=(1549,427,1575,438)
table-cell: 11.06 xyxy=(1606,393,1632,404)
table-cell: 11.31 xyxy=(1549,393,1575,404)
table-cell: 22.39 xyxy=(1405,165,1431,176)
table-cell: 14.3¼ xyxy=(699,527,728,538)
table-cell: 14.4½ xyxy=(780,515,808,527)
market-column-2 xyxy=(422,50,810,1634)
table-row xyxy=(1230,404,1634,416)
table-cell: 23.10 xyxy=(1405,187,1431,199)
liverpool-umsatz-text: Liverpool, 25. Juni. Tagesumsatz 6000, Exporteinkäufe 200. Zufuhren 5000, amerik. Baumwolle: Stimmung ruhig. xyxy=(1230,611,1634,634)
jute-heading: Jute. xyxy=(1417,711,1447,724)
table-cell: 11.04 xyxy=(1606,427,1632,438)
table-cell: 22.55 xyxy=(1606,210,1632,221)
table-header-row xyxy=(422,481,810,493)
alexandrien-title: Alexandrien, 25. Juni. (Schlußkurse.) xyxy=(1230,635,1408,646)
serial-paragraph: „Nicht erlaubt für mindere Passagiere wie ich einer bin", lachte er hinein, seine Bordpfeife aus dem Munde nehmend. xyxy=(18,1975,406,1998)
table-cell: — xyxy=(1623,574,1632,585)
table-cell: 22.49 xyxy=(1606,199,1632,210)
table-row xyxy=(422,493,810,505)
table-cell: März xyxy=(1425,393,1449,404)
table-row xyxy=(1230,371,1634,382)
serial-paragraph: Sie war ruhig eingeschlafen sein. Klopfen an der Türe hatte sie geweckt. Die elektrischen Lampen brannten und warfen ihr Licht auf den farbenbunten Blumenstrauß; Gazdo's Abschiedsgruß. xyxy=(18,1805,406,1841)
table-cell: 22.35 xyxy=(1405,176,1431,187)
table-cell: 14.4½ xyxy=(637,527,666,538)
table-cell: 11.05 xyxy=(1606,416,1632,427)
table-cell: 20.75 xyxy=(1556,562,1583,574)
table-header-cell: 23.6. xyxy=(1577,359,1634,371)
table-cell: 29.36 xyxy=(1420,673,1447,684)
serial-title: Die Heilfahrt der Ettie Kord. xyxy=(26,1659,398,1751)
table-cell: 11.29 xyxy=(1549,371,1575,382)
serial-paragraph: Im Speisesaal fand Ettie ihren Platz an einem Tisch mit 6 Gedecken. Vier Plätze hatte Herr Potter — so stellte er sich vor — mit Frau und zwei halbwüchsigen Töchtern inne; eine Pflanzerfamilie aus Java; er kommerziert, erklärte er, aus Singapur, wo sie vor kurzem aus Australien, wo sie bei der Kinder wegen als hübsch lebten. Es war zum kleinen Tisch. Der sechste Platz blieb leer bis nach dem Essen, das sie nicht viele auf Cattich als Gast befindet. Es setzten sich an die mit fremder Familie, da sie in Gesellschaft einer japanischen Kinder, mit Pfingsten über sie. In ruhigen Englisch des Syrens in Bedingung der lustigen Hermannsperlen Zustande und scherzte. Sie fanden einen neuen Afrobantgruppe an, die Kunstreise nach der Städten holländisch-Indiens unternommen, und kurz erkundigte sich, ob Etties Kajüte nahe gelegen sei und ob sie an den Platz im Rettungsboot bekanntgegeben worden sei. Nur auf die Frage, ob sie einen bereits zur Rettung ihrer Tiere sei, nun den Eindruck als ein Schiffsbeamter selbst. „Schiffspersonal nicht genügend nötig?" xyxy=(1230,1766,1634,1935)
table-cell: 22.54 xyxy=(1606,221,1632,232)
table-cell: 11.03 xyxy=(1606,371,1632,382)
table-cell: — xyxy=(1489,153,1499,165)
table-cell: Nov. xyxy=(1232,438,1252,450)
liverpool-baumwolle-text: Liverpool, 25. Juni. (Baumwollmarkt.) Kurzfristige Deckungen und Käufe der Lokofirmen hatten ein Anziehen der Notierungen zur Folge, doch nur zuletzt das Eröffnungsgeschäft an, da später eine Beruhigung und Stabilisierung der Marktlage einsetzte. In Nachmittagsverkehr nahm die Ansicht eine Aufwärtsbewegung der Notierungen durch Privatliegramme und durch die anregenden New Yorker Meldungen in die Wege geleitet. Die Kauflust nahm an Umfang im allgemeinen zu. Erst gegen Schluß wurde einer weiteren Kurssteigerung durch Gewinnmitnahmen Einhalt geboten. Ägyptische Baumwolle wurde lebhafter gehandelt. xyxy=(1230,236,1634,344)
table-cell: Juli (Sakel.) xyxy=(1232,562,1285,574)
serial-author: Roman von Otto Fuchs-Ta'ab. xyxy=(125,1751,300,1765)
kautschuk-heading: Kautschuk. xyxy=(1397,882,1466,896)
table-row xyxy=(422,504,810,515)
newspaper-name: Deutsche Zeitung Bohemia. xyxy=(45,14,285,32)
stockholm-devisen: Stockholm, 25. Juni. Prag 11.08, London 18.13.50, Berlin 89.15, Paris 14.68, Brüssel 52.10, Zürich 71.87.50, Amsterdam 150.05, Kopenhagen 99.95, Oslo 99.85, New York 3.72.67, Helsingfors 9.38.50, Rom 19.65, Wien 52.50. xyxy=(422,207,810,242)
continuation-note: (Fortsetzung folgt.) xyxy=(1541,1939,1634,1950)
table-header-cell xyxy=(422,481,606,493)
edelmetalle-text: Prag, 25. Juni. Gold: 22.900, Silber: 660, Platin: 85.000. xyxy=(1241,980,1510,991)
table-row xyxy=(1230,585,1634,597)
serial-paragraph: Wo blieb Cattich? fragte sich Ettie, als sie am nächsten Tag, der glattes Meer gebracht hatte, beim tiffin (chinesisch: Frühstück) ihren Reisemarschall vergeblich an der Schiffstafel gesucht hatte. Sie erblickte ihn erst, als sie auf Deck stieg und allerorten bei den Passagieren hatte zweiter Kajüte bestimmten Raum, überschritt. Sie rief seinen Namen. xyxy=(18,1902,406,1962)
table-cell: März xyxy=(1232,210,1256,221)
table-cell: 20.95 xyxy=(1397,574,1423,585)
table-header-cell xyxy=(1230,540,1326,552)
table-header-cell: 25.6. xyxy=(1535,540,1584,552)
table-cell: Oktober xyxy=(1232,427,1269,438)
table-cell: 22.60 xyxy=(1606,187,1632,199)
table-cell: Juni (Albm.) xyxy=(1450,695,1505,706)
